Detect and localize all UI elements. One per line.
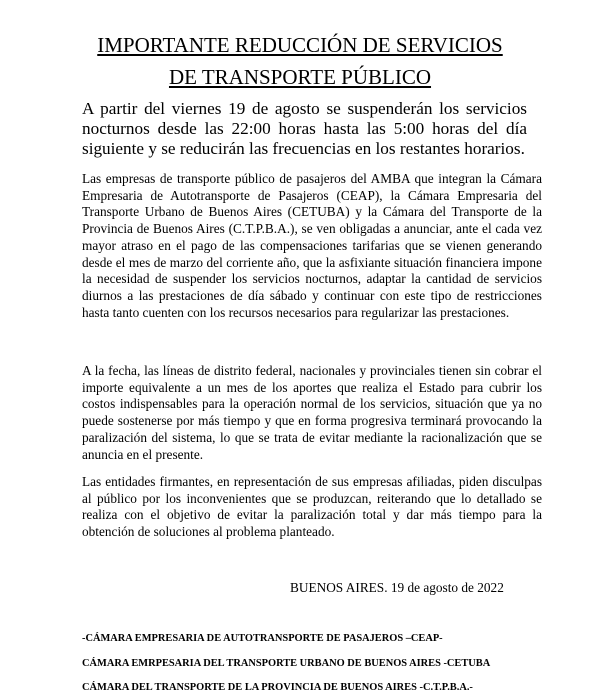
- signatory-ceap: -CÁMARA EMPRESARIA DE AUTOTRANSPORTE DE PASAJEROS –CEAP-: [82, 633, 443, 644]
- document-title-line-2: DE TRANSPORTE PÚBLICO: [168, 65, 432, 89]
- signatory-ctpba: CÁMARA DEL TRANSPORTE DE LA PROVINCIA DE BUENOS AIRES -C.T.P.B.A.-: [82, 682, 473, 693]
- body-paragraph-3: Las entidades firmantes, en representación de sus empresas afiliadas, piden disculpas al público por los inconvenientes que se produzcan, reiterando que lo detallado se realiza con el objetivo de evitar la paralización total y dar más tiempo para la obtención de soluciones al problema planteado.: [82, 474, 542, 540]
- document-title-line-1: IMPORTANTE REDUCCIÓN DE SERVICIOS: [97, 33, 503, 57]
- lead-paragraph: A partir del viernes 19 de agosto se suspenderán los servicios nocturnos desde las 22:00 horas hasta las 5:00 horas del día siguiente y se reducirán las frecuencias en los restantes horarios.: [82, 99, 527, 158]
- signatory-cetuba: CÁMARA EMRPESARIA DEL TRANSPORTE URBANO DE BUENOS AIRES -CETUBA: [82, 658, 491, 669]
- body-paragraph-1: Las empresas de transporte público de pasajeros del AMBA que integran la Cámara Empresaria de Autotransporte de Pasajeros (CEAP), la Cámara Empresaria del Transporte Urbano de Buenos Aires (CETUBA) y la Cámara del Transporte de la Provincia de Buenos Aires (C.T.P.B.A.), se ven obligadas a anunciar, ante el cada vez mayor atraso en el pago de las compensaciones tarifarias que se vienen generando desde el mes de marzo del corriente año, que la asfixiante situación financiera impone la necesidad de suspender los servicios nocturnos, adaptar la cantidad de servicios diurnos a las prestaciones de día sábado y continuar con este tipo de restricciones hasta tanto cuenten con los recursos necesarios para regularizar las prestaciones.: [82, 171, 542, 320]
- dateline: BUENOS AIRES. 19 de agosto de 2022: [290, 580, 504, 595]
- body-paragraph-2: A la fecha, las líneas de distrito federal, nacionales y provinciales tienen sin cobrar el importe equivalente a un mes de los aportes que realiza el Estado para cubrir los costos indispensables para la operación normal de los servicios, situación que ya no puede sostenerse por más tiempo y que en forma progresiva terminará provocando la paralización del sistema, lo que se trata de evitar mediante la racionalización que se anuncia en el presente.: [82, 363, 542, 462]
